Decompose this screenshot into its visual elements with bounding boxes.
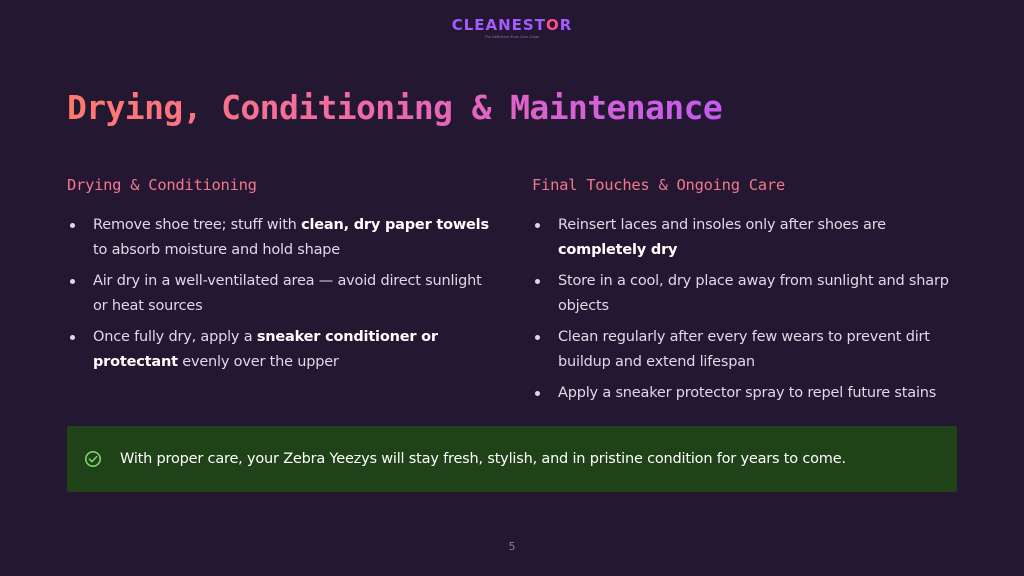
callout-text: With proper care, your Zebra Yeezys will stay fresh, stylish, and in pristine condition for years to come. [120,451,846,467]
final-touches-section [532,174,962,413]
section-heading: Drying & Conditioning [67,176,257,194]
list-item: Clean regularly after every few wears to prevent dirt buildup and extend lifespan [532,325,962,374]
bullet-icon [535,335,540,340]
list-item: Apply a sneaker protector spray to repel future stains [532,381,962,406]
check-circle-icon [84,450,102,468]
list-item: Reinsert laces and insoles only after shoes are completely dry [532,213,962,262]
section-heading: Final Touches & Ongoing Care [532,176,785,194]
callout-banner [67,426,957,492]
list-item: Once fully dry, apply a sneaker conditioner or protectant evenly over the upper [67,325,497,374]
list-item: Store in a cool, dry place away from sunlight and sharp objects [532,269,962,318]
bullet-icon [535,223,540,228]
bullet-icon [70,279,75,284]
list-item: Air dry in a well-ventilated area — avoid direct sunlight or heat sources [67,269,497,318]
page-title: Drying, Conditioning & Maintenance [67,86,722,130]
page-number: 5 [508,540,516,553]
logo-wordmark: CLEANESTOR [451,16,573,34]
bullet-icon [70,223,75,228]
bullet-icon [70,335,75,340]
list-item: Remove shoe tree; stuff with clean, dry paper towels to absorb moisture and hold shape [67,213,497,262]
bullet-icon [535,391,540,396]
bullet-icon [535,279,540,284]
bullet-list [532,213,962,406]
bullet-list [67,213,497,374]
drying-conditioning-section [67,174,497,381]
brand-logo [0,16,1024,40]
logo-tagline: The Definitive Shoe Care Guide [484,35,540,39]
